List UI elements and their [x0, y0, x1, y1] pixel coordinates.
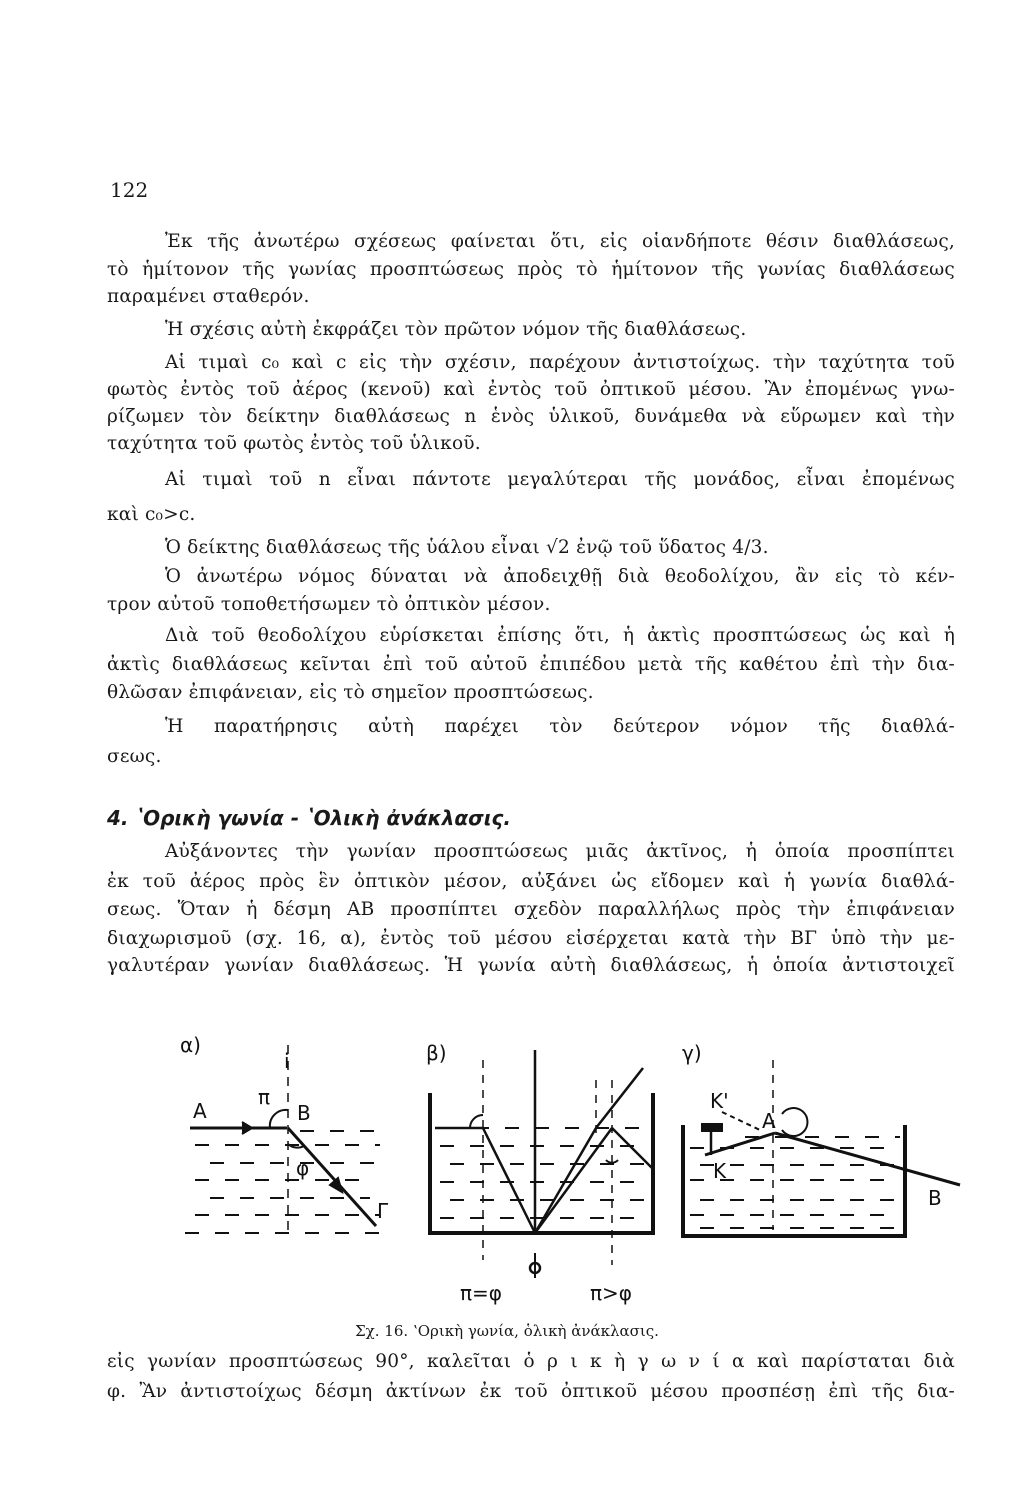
text-line: θλῶσαν ἐπιφάνειαν, εἰς τὸ σημεῖον προσπτώσεως.: [107, 682, 594, 703]
text-line: διαχωρισμοῦ (σχ. 16, α), ἐντὸς τοῦ μέσου εἰσέρχεται κατὰ τὴν ΒΓ ὑπὸ τὴν με-: [107, 928, 955, 949]
text-line: Ἡ σχέσις αὐτὴ ἐκφράζει τὸν πρῶτον νόμον τῆς διαθλάσεως.: [165, 319, 747, 340]
water-surface-dashes: [185, 1131, 385, 1233]
panel-c-diagram: [683, 1060, 960, 1236]
label-pi: π: [258, 1085, 271, 1109]
label-pi-eq-phi: π=φ: [460, 1281, 502, 1305]
panel-b-diagram: [430, 1050, 653, 1278]
page-number: 122: [110, 178, 149, 202]
label-gamma: Γ: [377, 1199, 389, 1223]
text-line: Διὰ τοῦ θεοδολίχου εὑρίσκεται ἐπίσης ὅτι, ἡ ἀκτὶς προσπτώσεως ὡς καὶ ἡ: [165, 625, 955, 646]
text-line: Ἡ παρατήρησις αὐτὴ παρέχει τὸν δεύτερον νόμον τῆς διαθλά-: [165, 716, 955, 737]
label-pi-gt-phi: π>φ: [590, 1281, 632, 1305]
text-line: ταχύτητα τοῦ φωτὸς ἐντὸς τοῦ ὑλικοῦ.: [107, 433, 481, 454]
text-line: γαλυτέραν γωνίαν διαθλάσεως. Ἡ γωνία αὐτὴ διαθλάσεως, ἡ ὁποία ἀντιστοιχεῖ: [107, 955, 955, 976]
text-line: Αὐξάνοντες τὴν γωνίαν προσπτώσεως μιᾶς ἀκτῖνος, ἡ ὁποία προσπίπτει: [165, 841, 955, 862]
text-line: τὸ ἡμίτονον τῆς γωνίας προσπτώσεως πρὸς τὸ ἡμίτονον τῆς γωνίας διαθλάσεως: [107, 259, 955, 280]
text-line: ἐκ τοῦ ἀέρος πρὸς ἓν ὀπτικὸν μέσον, αὐξάνει ὡς εἴδομεν καὶ ἡ γωνία διαθλά-: [107, 871, 955, 892]
panel-label-b: β): [426, 1041, 447, 1065]
text-line: σεως.: [107, 746, 162, 767]
text-line: Αἱ τιμαὶ τοῦ n εἶναι πάντοτε μεγαλύτεραι τῆς μονάδος, εἶναι ἐπομένως: [165, 469, 955, 490]
label-B: B: [297, 1101, 311, 1125]
label-Kprime: K': [710, 1089, 729, 1113]
label-B-c: B: [928, 1186, 942, 1210]
text-line: σεως. Ὅταν ἡ δέσμη ΑΒ προσπίπτει σχεδὸν παραλλήλως πρὸς τὴν ἐπιφάνειαν: [107, 899, 955, 920]
text-line: φ. Ἂν ἀντιστοίχως δέσμη ἀκτίνων ἐκ τοῦ ὀπτικοῦ μέσου προσπέσῃ ἐπὶ τῆς δια-: [107, 1381, 955, 1402]
text-line: ρίζωμεν τὸν δείκτην διαθλάσεως n ἑνὸς ὑλικοῦ, δυνάμεθα νὰ εὕρωμεν καὶ τὴν: [107, 406, 955, 427]
label-A: A: [193, 1099, 207, 1123]
text-line: Ὁ δείκτης διαθλάσεως τῆς ὑάλου εἶναι √2 ἐνῷ τοῦ ὕδατος 4/3.: [165, 537, 769, 558]
text-line: Αἱ τιμαὶ c₀ καὶ c εἰς τὴν σχέσιν, παρέχουν ἀντιστοίχως. τὴν ταχύτητα τοῦ: [165, 352, 955, 373]
text-line: τρον αὐτοῦ τοποθετήσωμεν τὸ ὀπτικὸν μέσον.: [107, 594, 551, 615]
panel-label-c: γ): [682, 1041, 702, 1065]
text-line: καὶ c₀>c.: [107, 504, 196, 525]
label-K: K: [713, 1159, 727, 1183]
figure-caption: Σχ. 16. ʽΟρικὴ γωνία, ὁλικὴ ἀνάκλασις.: [355, 1322, 659, 1340]
text-line: παραμένει σταθερόν.: [107, 286, 310, 307]
lamp-icon: [702, 1124, 722, 1131]
text-line: φωτὸς ἐντὸς τοῦ ἀέρος (κενοῦ) καὶ ἐντὸς τοῦ ὀπτικοῦ μέσου. Ἂν ἐπομένως γνω-: [107, 379, 955, 400]
text-line: ἀκτὶς διαθλάσεως κεῖνται ἐπὶ τοῦ αὐτοῦ ἐπιπέδου μετὰ τῆς καθέτου ἐπὶ τὴν δια-: [107, 654, 955, 675]
text-line: Ὁ ἀνωτέρω νόμος δύναται νὰ ἀποδειχθῇ διὰ θεοδολίχου, ἂν εἰς τὸ κέν-: [165, 566, 955, 587]
label-phi: φ: [296, 1156, 310, 1180]
text-line: Ἐκ τῆς ἀνωτέρω σχέσεως φαίνεται ὅτι, εἰς οἱανδήποτε θέσιν διαθλάσεως,: [165, 231, 955, 252]
section-heading: 4. ʽΟρικὴ γωνία - ʽΟλικὴ ἀνάκλασις.: [107, 806, 511, 830]
panel-a-diagram: [185, 1045, 385, 1235]
text-line: εἰς γωνίαν προσπτώσεως 90°, καλεῖται ὁ ρ ι κ ὴ γ ω ν ί α καὶ παρίσταται διὰ: [107, 1351, 955, 1372]
label-A-c: A: [762, 1109, 776, 1133]
normal-label: i: [284, 1049, 290, 1073]
panel-label-a: α): [180, 1033, 201, 1057]
